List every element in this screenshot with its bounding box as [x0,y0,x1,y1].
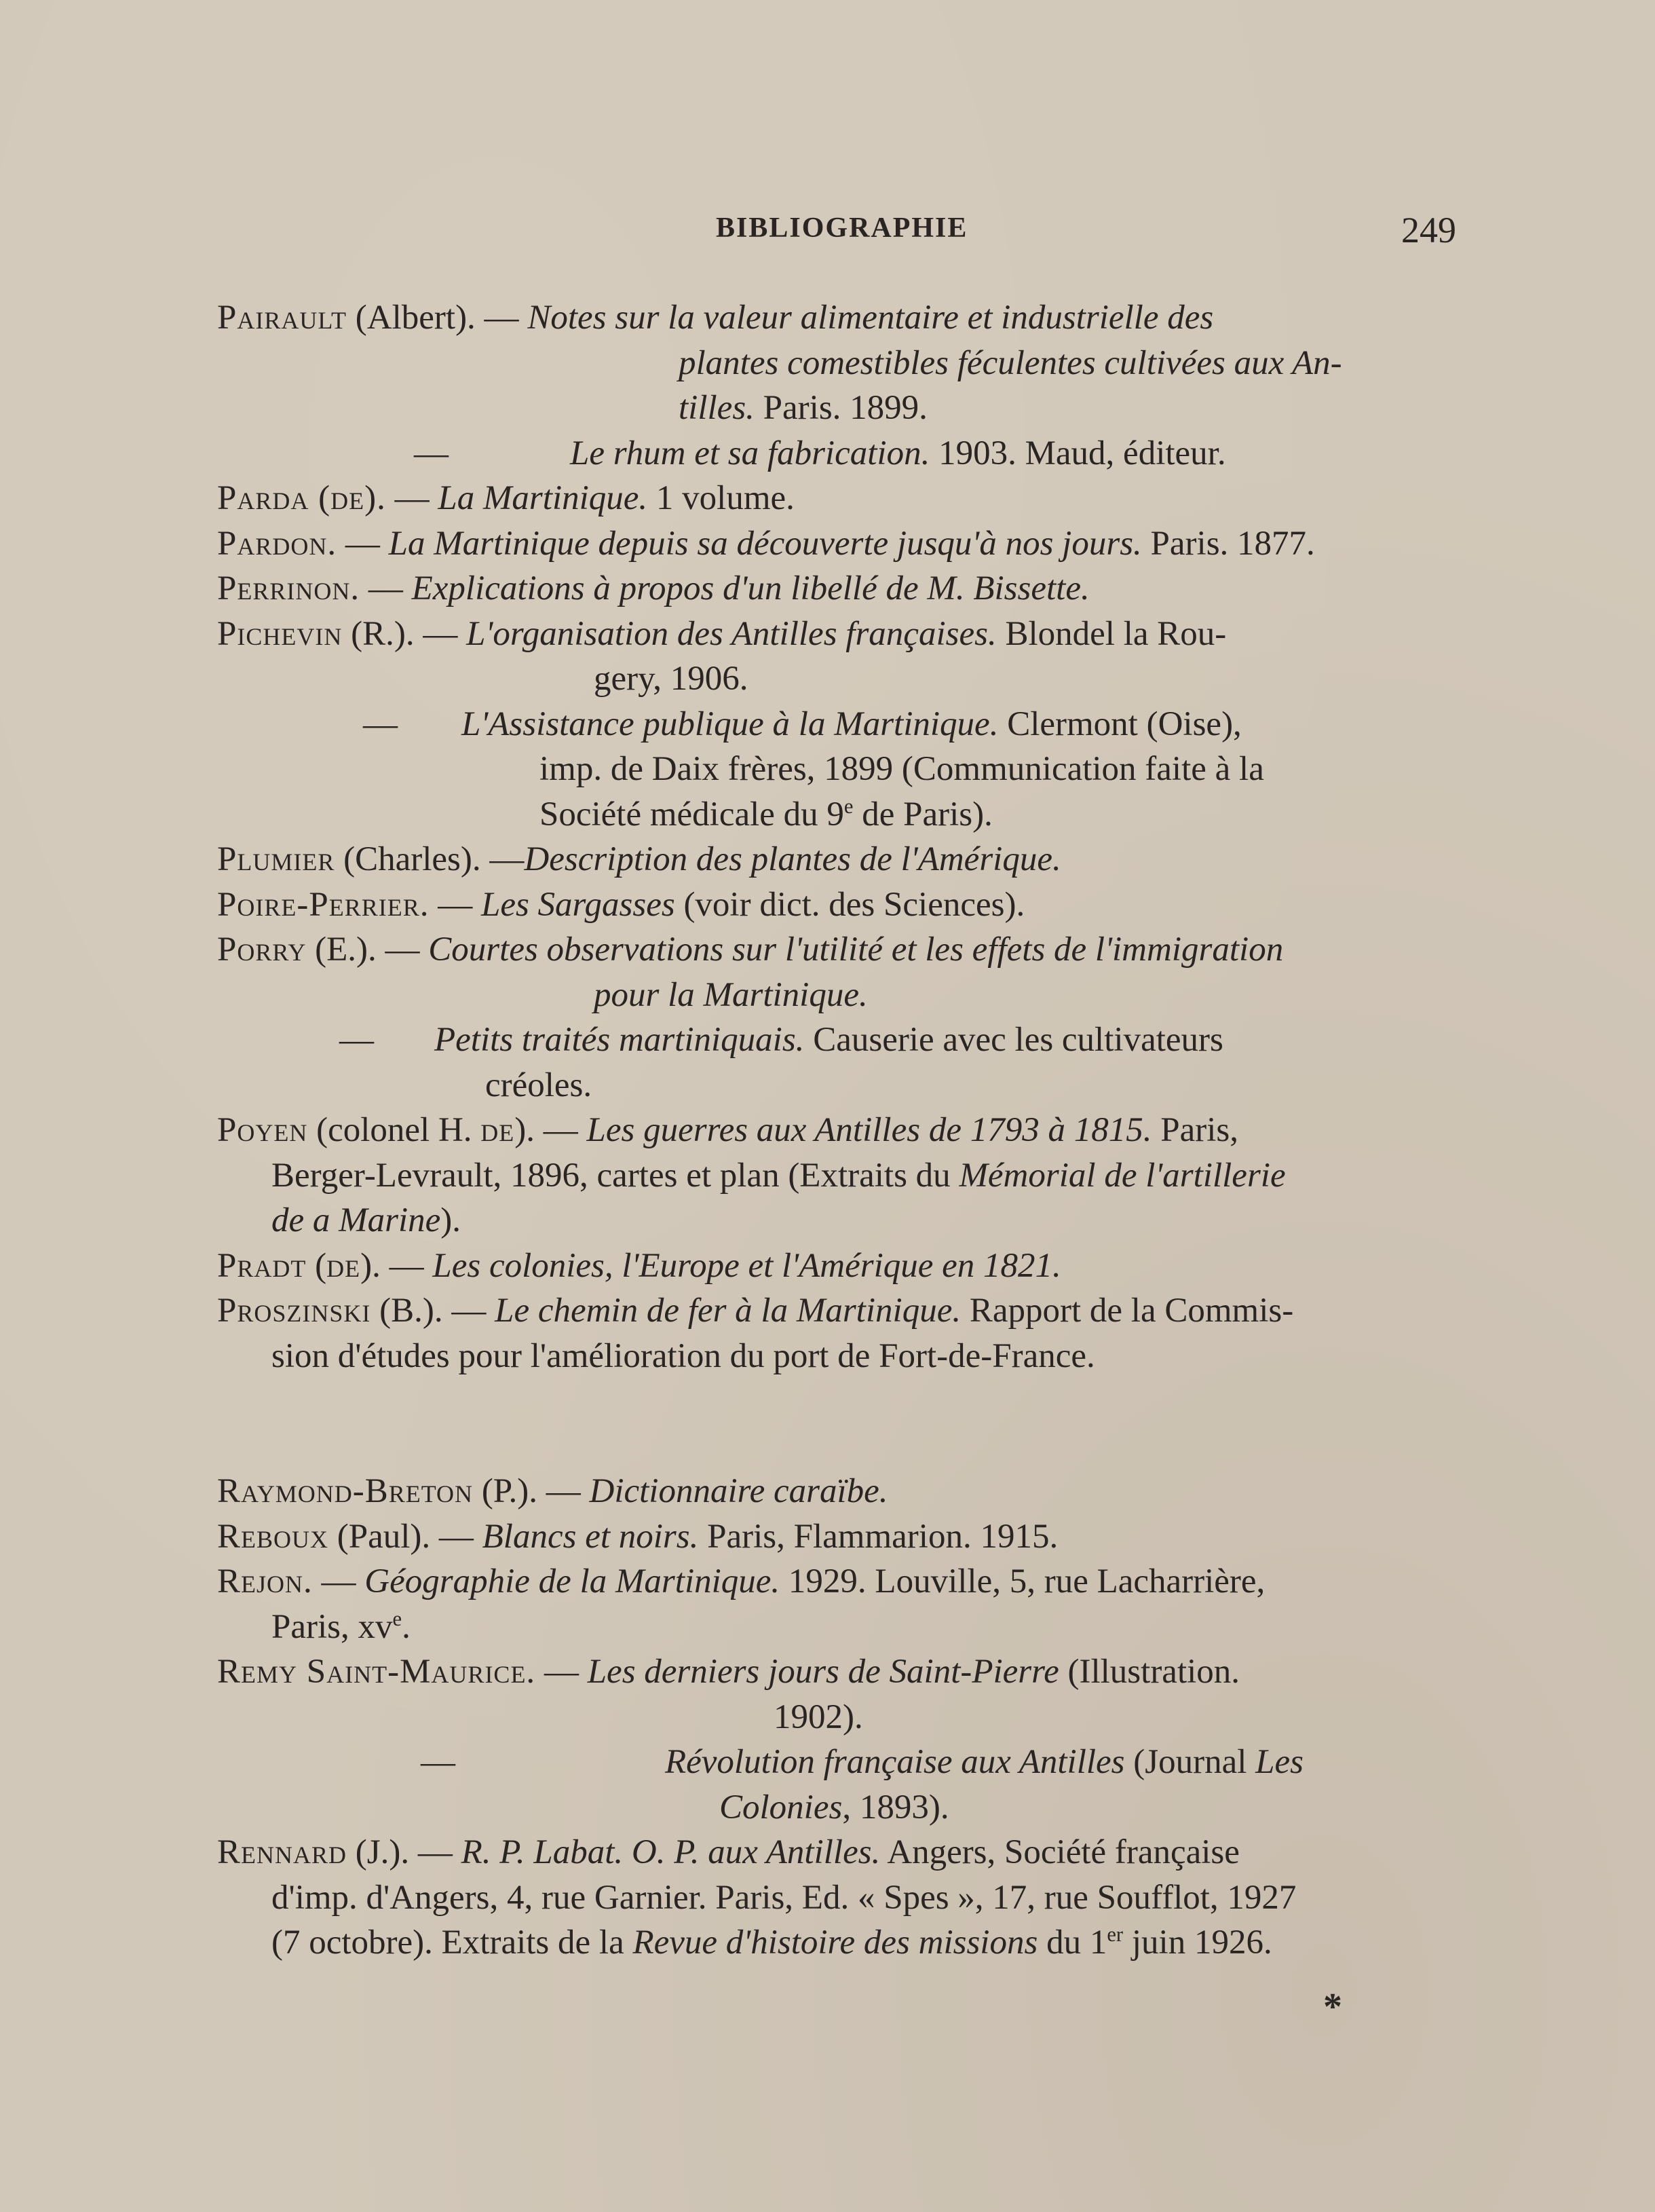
bibliography-list [217,295,1466,1966]
title: Les colonies, l'Europe et l'Amérique en 1821. [432,1246,1061,1285]
entry-proszinski: Proszinski (B.). — Le chemin de fer à la Martinique. Rapport de la Commis- sion d'études pour l'amélioration du port de Fort-de-France. [217,1292,1294,1375]
title: Courtes observations sur l'utilité et les effets de l'immigration [428,931,1284,969]
section-gap [217,1379,1466,1469]
ditto-dash: — [339,1021,374,1059]
title: Le rhum et sa fabrication. [570,434,930,472]
entry-pichevin-2: — L'Assistance publique à la Martinique. Clermont (Oise), imp. de Daix frères, 1899 (Communication faite à la Société médicale du 9e de Paris). [217,702,1466,838]
author: Remy Saint-Maurice. [217,1653,536,1691]
entry-rennard: Rennard (J.). — R. P. Labat. O. P. aux Antilles. Angers, Société française d'imp. d'Angers, 4, rue Garnier. Paris, Ed. « Spes », 17, rue Soufflot, 1927 (7 octobre). Extraits de la Revue d'histoire des missions du 1er juin 1926. [217,1833,1297,1962]
title: Les derniers jours de Saint-Pierre [587,1653,1059,1691]
title: Le chemin de fer à la Martinique. [495,1292,962,1330]
entry-poire-perrier: Poire-Perrier. — Les Sargasses (voir dict. des Sciences). [217,885,1025,924]
title: R. P. Labat. O. P. aux Antilles. [461,1833,881,1871]
entry-raymond-breton: Raymond-Breton (P.). — Dictionnaire caraïbe. [217,1472,888,1510]
title: Explications à propos d'un libellé de M. Bissette. [411,569,1090,607]
entry-rejon: Rejon. — Géographie de la Martinique. 1929. Louville, 5, rue Lacharrière, Paris, $xv^e$. [217,1562,1266,1646]
entry-pradt: Pradt (de). — Les colonies, l'Europe et l'Amérique en 1821. [217,1246,1061,1285]
title: Notes sur la valeur alimentaire et industrielle des [527,299,1214,337]
title: L'organisation des Antilles françaises. [466,614,997,653]
entry-perrinon: Perrinon. — Explications à propos d'un libellé de M. Bissette. [217,569,1090,607]
author: Pichevin [217,614,343,653]
author: Poire-Perrier. [217,885,430,924]
entry-pairault-2: — Le rhum et sa fabrication. 1903. Maud, éditeur. [217,431,1466,476]
author: Porry [217,931,307,969]
author: Plumier [217,840,335,878]
author: Pairault [217,299,347,337]
title: Description des plantes de l'Amérique. [524,840,1061,878]
author: Reboux [217,1517,329,1556]
page-number: 249 [1401,210,1456,250]
title: La Martinique. [438,479,648,517]
entry-pairault: Pairault (Albert). — Notes sur la valeur alimentaire et industrielle des plantes comestibles féculentes cultivées aux An- tilles. Paris. 1899. [217,299,1342,427]
author: Perrinon. [217,569,360,607]
title: Dictionnaire caraïbe. [589,1472,888,1510]
title: L'Assistance publique à la Martinique. [461,705,999,743]
title: La Martinique depuis sa découverte jusqu'à nos jours. [388,524,1142,563]
entry-parda: Parda (de). — La Martinique. 1 volume. [217,479,795,517]
entry-poyen: Poyen (colonel H. de). — Les guerres aux Antilles de 1793 à 1815. Paris, Berger-Levrault, 1896, cartes et plan (Extraits du Mémorial de l'artillerie de a Marine). [217,1111,1286,1239]
entry-pichevin: Pichevin (R.). — L'organisation des Antilles françaises. Blondel la Rou- gery, 1906. [217,614,1227,698]
end-ornament: * [1323,1986,1342,2028]
title: Géographie de la Martinique. [364,1562,780,1600]
author: Rennard [217,1833,347,1871]
author: Pradt [217,1246,307,1285]
author: Rejon. [217,1562,313,1600]
ditto-dash: — [363,705,398,743]
author: Raymond-Breton [217,1472,474,1510]
entry-porry: Porry (E.). — Courtes observations sur l'utilité et les effets de l'immigration pour la Martinique. [217,931,1284,1014]
author: Proszinski [217,1292,371,1330]
ditto-dash: — [421,1743,455,1781]
entry-reboux: Reboux (Paul). — Blancs et noirs. Paris, Flammarion. 1915. [217,1517,1059,1556]
title: Révolution française aux Antilles [665,1743,1125,1781]
entry-pardon: Pardon. — La Martinique depuis sa découverte jusqu'à nos jours. Paris. 1877. [217,524,1315,563]
author: Parda (de). [217,479,386,517]
author: Poyen [217,1111,308,1149]
title: Les Sargasses [480,885,675,924]
title: Petits traités martiniquais. [434,1021,805,1059]
title: Blancs et noirs. [482,1517,699,1556]
title: Les guerres aux Antilles de 1793 à 1815. [586,1111,1152,1149]
author: Pardon. [217,524,337,563]
ditto-dash: — [414,434,449,472]
entry-remy-saint-maurice: Remy Saint-Maurice. — Les derniers jours de Saint-Pierre (Illustration. 1902). [217,1653,1240,1736]
entry-plumier: Plumier (Charles). —Description des plantes de l'Amérique. [217,840,1061,878]
entry-remy-saint-maurice-2: — Révolution française aux Antilles (Journal Les Colonies, 1893). [217,1740,1466,1830]
entry-porry-2: — Petits traités martiniquais. Causerie avec les cultivateurs créoles. [217,1017,1466,1108]
running-title: BIBLIOGRAPHIE [716,212,968,244]
